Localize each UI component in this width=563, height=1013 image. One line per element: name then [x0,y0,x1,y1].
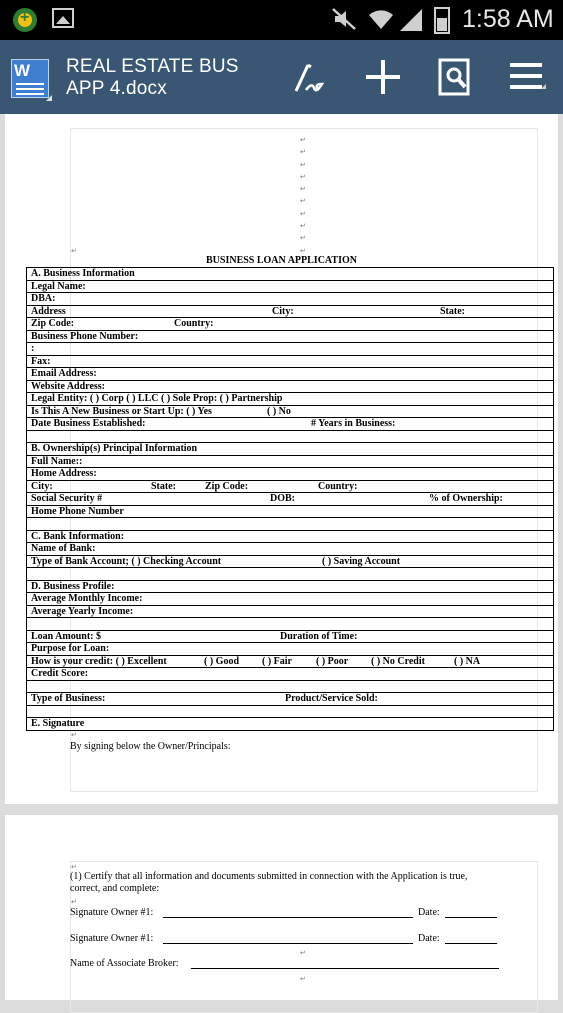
table-cell: : [31,343,35,354]
table-cell: Average Yearly Income: [31,605,134,617]
table-cell: ( ) No Credit [371,655,425,667]
signature-owner-2-line[interactable] [163,943,413,944]
certify-text-line2: correct, and complete: [70,883,160,894]
table-cell: State: [151,480,176,492]
table-row[interactable] [27,481,553,494]
table-cell: How is your credit: ( ) Excellent [31,655,167,667]
certify-text-line1: (1) Certify that all information and documents submitted in connection with the Application is true, [70,871,468,882]
wifi-icon [368,8,394,30]
table-row[interactable] [27,706,553,719]
table-row[interactable] [27,268,553,281]
image-notification-icon [52,8,74,28]
paragraph-mark: ↵ [300,975,306,983]
table-cell: ( ) Good [204,655,239,667]
table-cell: B. Ownership(s) Principal Information [31,443,198,454]
table-cell: Legal Name: [31,280,86,292]
table-row[interactable] [27,643,553,656]
menu-icon[interactable] [507,57,547,97]
app-notification-icon [13,8,37,32]
document-title-line1: REAL ESTATE BUS [66,56,239,77]
table-row[interactable] [27,606,553,619]
paragraph-mark: ↵ [300,949,306,957]
table-row[interactable] [27,656,553,669]
table-row[interactable] [27,381,553,394]
table-row[interactable] [27,443,553,456]
table-cell: ( ) Poor [316,655,349,667]
table-cell: E. Signature [31,718,85,729]
table-row[interactable] [27,556,553,569]
paragraph-mark: ↵ [71,898,77,906]
signature-owner-2-label: Signature Owner #1: [70,933,154,944]
table-cell: Home Phone Number [31,505,124,517]
table-row[interactable] [27,581,553,594]
table-cell: Business Phone Number: [31,330,139,342]
table-row[interactable] [27,343,553,356]
loan-application-table[interactable] [26,267,554,731]
table-row[interactable] [27,593,553,606]
table-row[interactable] [27,431,553,444]
table-cell: Duration of Time: [280,630,358,642]
paragraph-marks: ↵ ↵ ↵ ↵ ↵ ↵ ↵ ↵ ↵ ↵ [300,136,306,255]
signature-owner-1-line[interactable] [163,917,413,918]
table-cell: C. Bank Information: [31,530,125,542]
table-row[interactable] [27,393,553,406]
table-cell: Home Address: [31,468,97,479]
table-cell: Country: [174,318,214,329]
app-toolbar [0,40,563,114]
signing-statement: By signing below the Owner/Principals: [70,741,231,752]
document-page-2 [5,815,558,1000]
table-cell: Date Business Established: [31,418,146,429]
associate-broker-label: Name of Associate Broker: [70,958,179,969]
table-cell: Type of Business: [31,693,106,704]
table-row[interactable] [27,693,553,706]
table-cell: State: [440,305,465,317]
table-row[interactable] [27,468,553,481]
document-search-icon[interactable] [435,57,475,97]
status-bar [0,0,563,40]
table-row[interactable] [27,543,553,556]
table-cell: Social Security # [31,493,103,504]
table-cell: Zip Code: [205,480,249,492]
table-row[interactable] [27,668,553,681]
battery-icon [434,7,450,34]
table-cell: Email Address: [31,368,97,379]
table-cell: Fax: [31,355,51,367]
table-row[interactable] [27,281,553,294]
table-cell: Loan Amount: $ [31,630,102,642]
table-cell: Credit Score: [31,668,89,679]
document-title [66,56,239,100]
table-row[interactable] [27,631,553,644]
table-row[interactable] [27,356,553,369]
status-clock: 1:58 AM [462,5,554,33]
table-row[interactable] [27,368,553,381]
signal-icon [398,8,424,32]
table-cell: ( ) Fair [262,655,292,667]
table-cell: Country: [318,480,358,492]
table-cell: Average Monthly Income: [31,593,143,604]
table-cell: Purpose for Loan: [31,643,110,654]
table-cell: Zip Code: [31,318,75,329]
table-cell: Website Address: [31,380,105,392]
table-cell: A. Business Information [31,268,135,279]
table-cell: % of Ownership: [429,493,503,504]
table-cell: City: [31,480,53,492]
table-row[interactable] [27,618,553,631]
table-row[interactable] [27,506,553,519]
table-cell: City: [272,305,294,317]
add-icon[interactable] [363,57,403,97]
table-row[interactable] [27,531,553,544]
table-row[interactable] [27,568,553,581]
table-cell: D. Business Profile: [31,580,115,592]
table-cell: Full Name:: [31,455,83,467]
table-cell: Legal Entity: ( ) Corp ( ) LLC ( ) Sole Prop: ( ) Partnership [31,393,283,404]
table-row[interactable] [27,406,553,419]
word-doc-icon[interactable] [11,59,49,98]
table-cell: # Years in Business: [311,418,396,429]
table-cell: Type of Bank Account; ( ) Checking Account [31,555,222,567]
table-cell: DOB: [270,493,295,504]
word-icon-letter: W [14,61,31,80]
table-cell: ( ) NA [454,655,481,667]
paragraph-mark: ↵ [71,247,77,255]
paragraph-mark: ↵ [71,863,77,871]
table-cell: ( ) Saving Account [322,555,401,567]
paragraph-mark: ↵ [71,731,77,739]
table-cell: ( ) No [267,405,291,417]
mute-icon [332,8,356,30]
document-page-1 [5,114,558,804]
table-row[interactable] [27,718,553,730]
table-row[interactable] [27,331,553,344]
date-label: Date: [418,933,440,944]
table-row[interactable] [27,456,553,469]
table-cell: Is This A New Business or Start Up: ( ) Yes [31,405,212,417]
table-row[interactable] [27,518,553,531]
table-row[interactable] [27,318,553,331]
table-cell: Product/Service Sold: [285,693,378,704]
table-row[interactable] [27,681,553,694]
table-row[interactable] [27,306,553,319]
table-cell: Name of Bank: [31,543,96,554]
table-cell: Address [31,305,66,317]
form-title: BUSINESS LOAN APPLICATION [206,255,357,266]
table-row[interactable] [27,418,553,431]
table-row[interactable] [27,293,553,306]
date-line[interactable] [445,943,497,944]
table-row[interactable] [27,493,553,506]
document-title-line2: APP 4.docx [66,78,167,99]
table-cell: DBA: [31,293,56,304]
pen-edit-icon[interactable] [290,57,330,97]
signature-owner-1-label: Signature Owner #1: [70,907,154,918]
date-label: Date: [418,907,440,918]
date-line[interactable] [445,917,497,918]
associate-broker-line[interactable] [191,968,499,969]
